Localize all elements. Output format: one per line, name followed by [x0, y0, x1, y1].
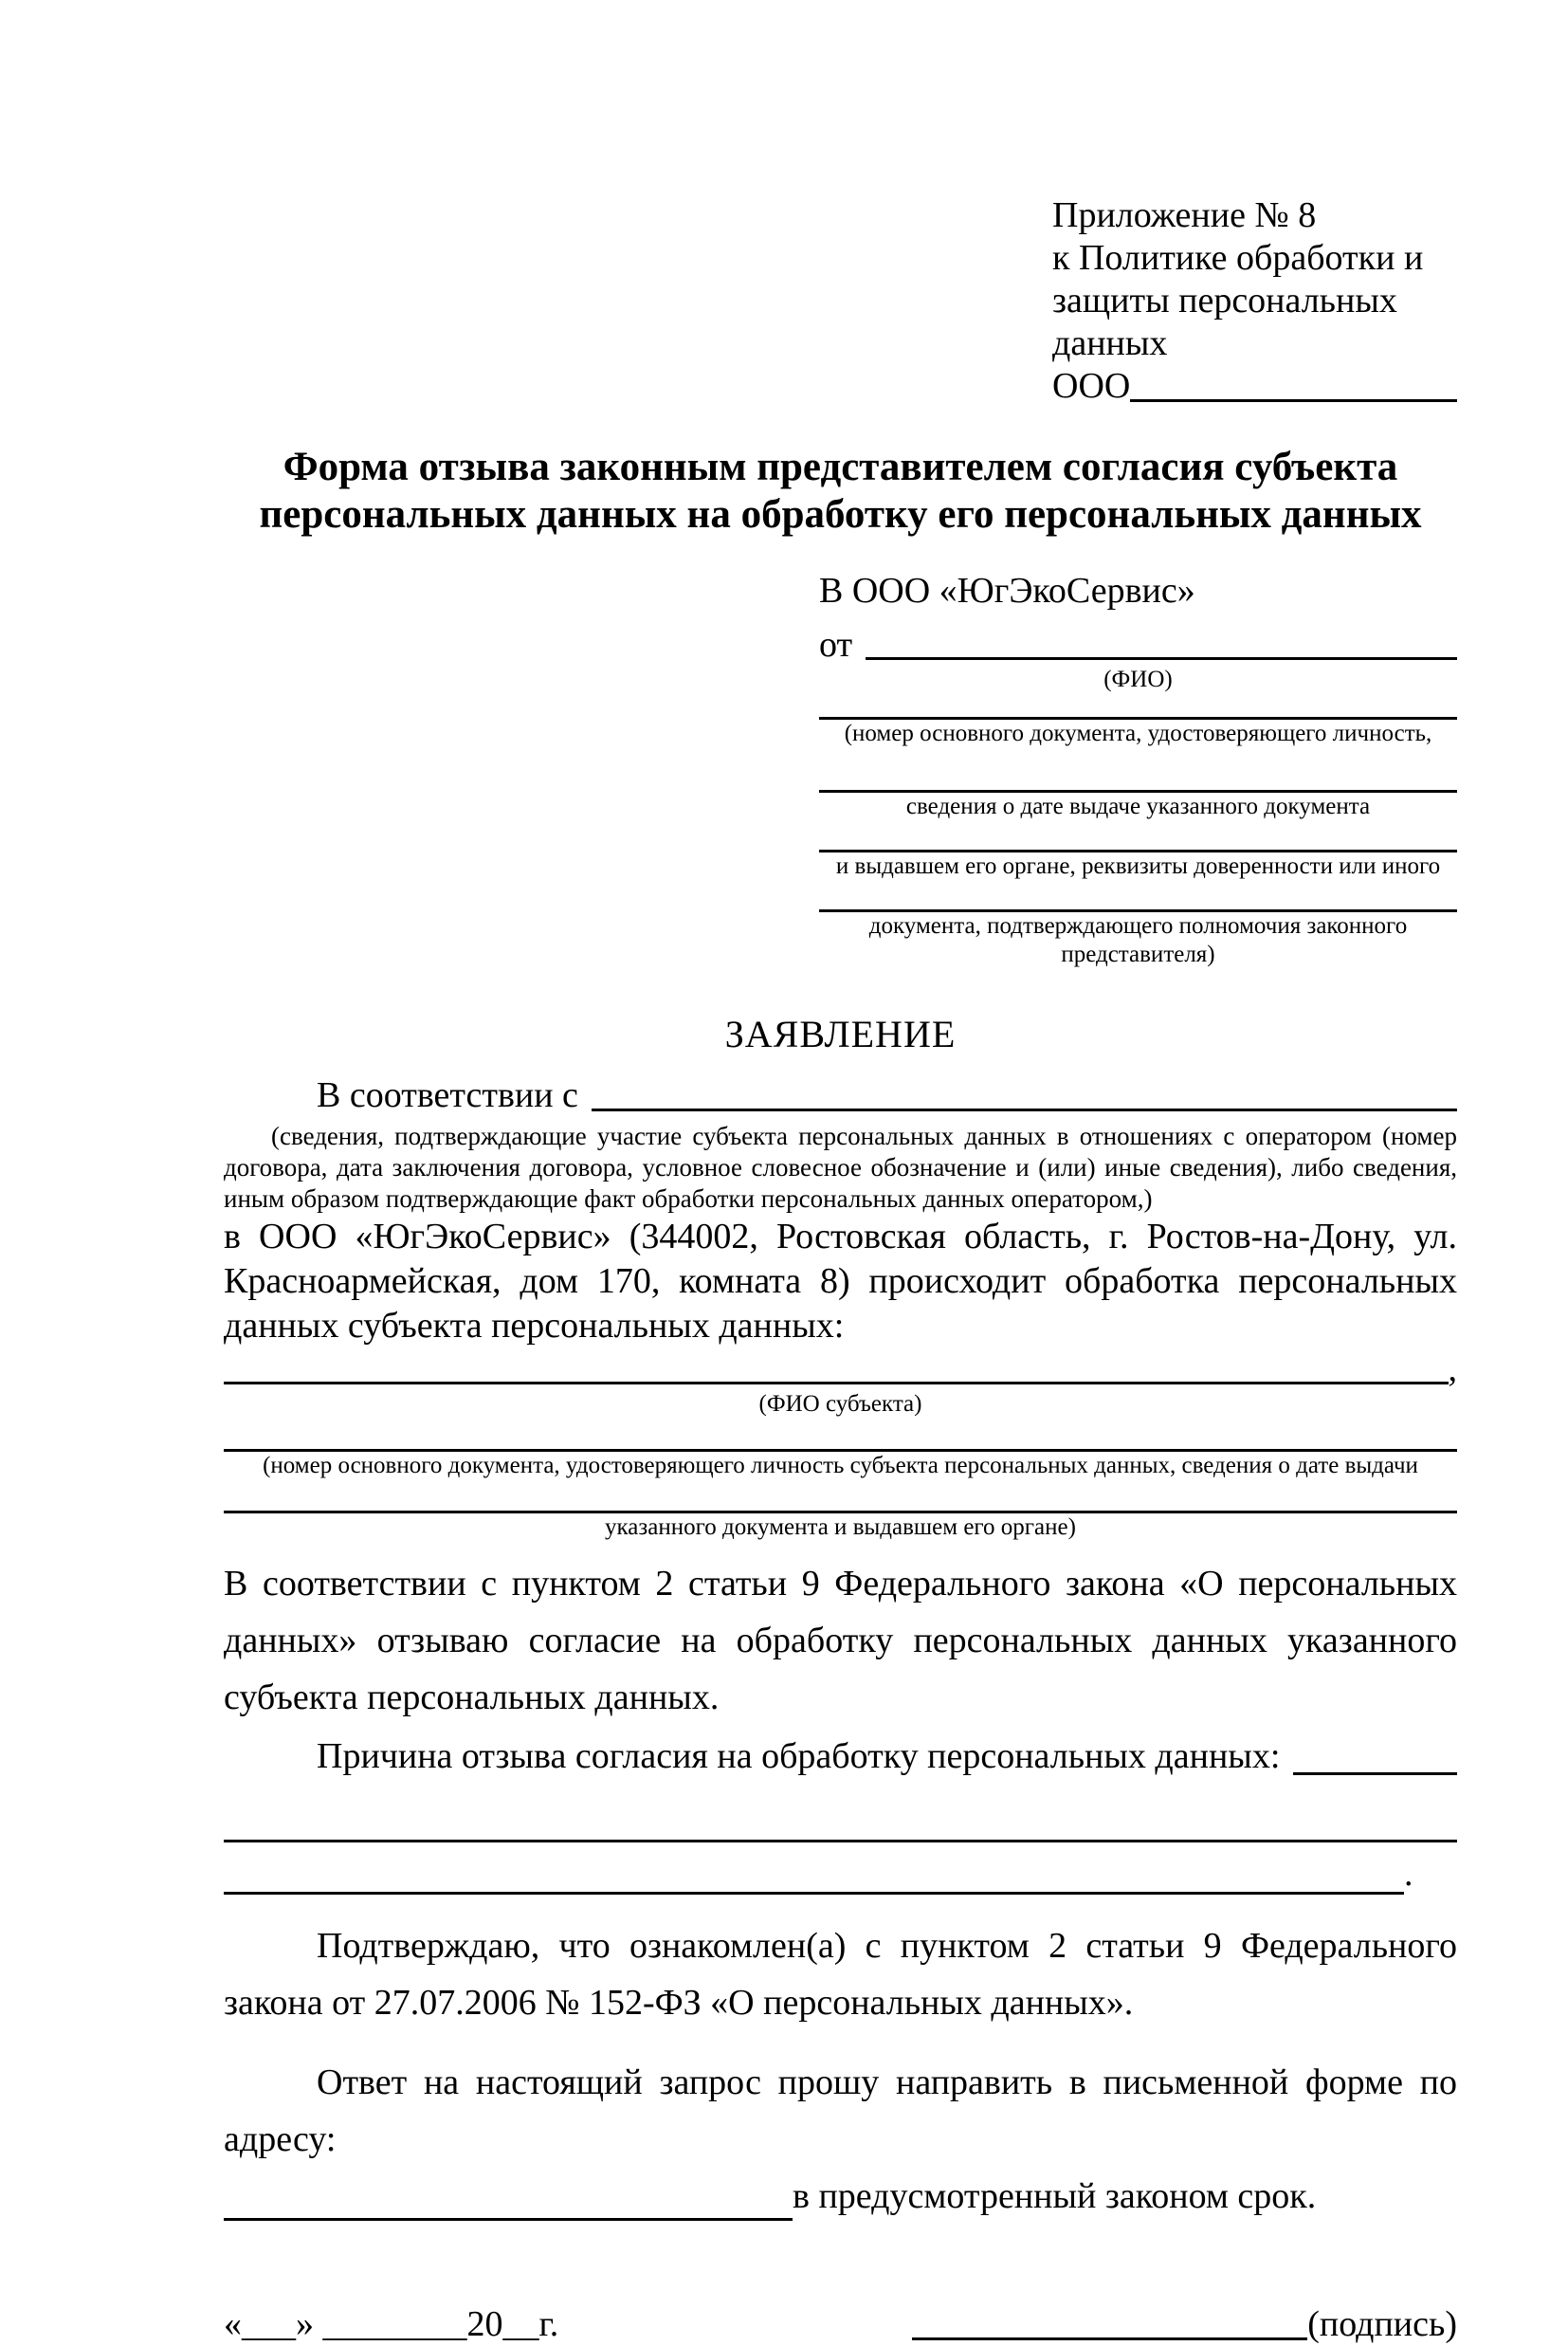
signature-caption: (подпись) — [1307, 2304, 1457, 2344]
document-number-blank[interactable] — [819, 694, 1457, 720]
doc-caption-3: и выдавшем его органе, реквизиты доверенности или иного — [835, 853, 1441, 879]
document-content — [224, 0, 1457, 2346]
appendix-number: Приложение № 8 — [1052, 195, 1317, 235]
reason-blank-3[interactable] — [224, 1842, 1404, 1895]
reply-address-blank[interactable] — [224, 2180, 793, 2221]
from-row — [819, 624, 1457, 666]
issuer-blank[interactable] — [819, 821, 1457, 852]
withdraw-paragraph: В соответствии с пунктом 2 статьи 9 Федерального закона «О персональных данных» отзываю согласие на обработку персональных данных указанного субъекта персональных данных. — [224, 1564, 1457, 1717]
intro-row — [224, 1073, 1457, 1117]
subject-fio-comma: , — [1448, 1349, 1457, 1389]
addressee-company: В ООО «ЮгЭкоСервис» — [819, 571, 1195, 611]
appendix-policy-line2: защиты персональных данных — [1052, 281, 1397, 363]
subject-fio-caption: (ФИО субъекта) — [758, 1391, 922, 1417]
addressee-block — [819, 569, 1457, 969]
subject-issuer-blank[interactable] — [224, 1480, 1457, 1513]
company-name-blank[interactable] — [1130, 399, 1457, 402]
operator-paragraph: в ООО «ЮгЭкоСервис» (344002, Ростовская область, г. Ростов-на-Дону, ул. Красноармейская, дом 170, комната 8) происходит обработка персональных данных субъекта персональных данных: — [224, 1217, 1457, 1346]
reply-paragraph: Ответ на настоящий запрос прошу направить в письменной форме по адресу: — [224, 2062, 1457, 2159]
document-title — [224, 444, 1457, 539]
doc-caption-2: сведения о дате выдаче указанного документа — [905, 794, 1371, 819]
subject-fio-blank[interactable] — [224, 1349, 1449, 1384]
doc-caption-4: документа, подтверждающего полномочия законного представителя) — [868, 913, 1408, 967]
reason-blank-2[interactable] — [224, 1781, 1457, 1842]
reply-address-row — [224, 2172, 1457, 2221]
doc-caption-1: (номер основного документа, удостоверяющего личность, — [844, 721, 1432, 746]
reason-blank-row-3 — [224, 1842, 1457, 1895]
reason-period: . — [1404, 1854, 1413, 1894]
document-title-line1: Форма отзыва законным представителем согласия субъекта — [283, 445, 1398, 489]
reason-blank-1[interactable] — [1293, 1772, 1457, 1775]
reason-row — [224, 1732, 1457, 1781]
from-label: от — [819, 625, 853, 665]
appendix-policy-line1: к Политике обработки и — [1052, 238, 1424, 278]
signature-block — [912, 2302, 1457, 2346]
company-row — [1052, 365, 1457, 408]
signature-blank[interactable] — [912, 2303, 1307, 2340]
relation-evidence-blank[interactable] — [592, 1109, 1457, 1111]
statement-heading: ЗАЯВЛЕНИЕ — [724, 1013, 957, 1055]
authority-doc-blank[interactable] — [819, 881, 1457, 912]
intro-caption: (сведения, подтверждающие участие субъекта персональных данных в отношениях с оператором (номер договора, дата заключения договора, условное словесное обозначение и (или) иные сведения), либо сведения, иным образом подтверждающие факт обработки персональных данных оператором,) — [224, 1122, 1457, 1213]
fio-caption: (ФИО) — [1103, 667, 1173, 692]
intro-prefix: В соответствии с — [317, 1075, 578, 1115]
document-title-line2: персональных данных на обработку его персональных данных — [259, 492, 1422, 537]
reply-suffix: в предусмотренный законом срок. — [793, 2176, 1317, 2216]
subject-doc-caption-1: (номер основного документа, удостоверяющего личность субъекта персональных данных, сведения о дате выдачи — [263, 1453, 1418, 1478]
from-name-blank[interactable] — [866, 657, 1457, 660]
subject-fio-row — [224, 1348, 1457, 1390]
subject-document-blank[interactable] — [224, 1419, 1457, 1452]
company-prefix: ООО — [1052, 366, 1131, 406]
appendix-header — [1052, 0, 1457, 408]
confirm-paragraph: Подтверждаю, что ознакомлен(а) с пунктом 2 статьи 9 Федерального закона от 27.07.2006 № 152-ФЗ «О персональных данных». — [224, 1926, 1457, 2023]
issue-date-blank[interactable] — [819, 748, 1457, 793]
date-line[interactable]: «___» ________20__г. — [224, 2304, 559, 2344]
reason-prefix: Причина отзыва согласия на обработку персональных данных: — [317, 1736, 1281, 1776]
footer-row — [224, 2302, 1457, 2346]
subject-doc-caption-2: указанного документа и выдавшем его органе) — [605, 1514, 1076, 1540]
